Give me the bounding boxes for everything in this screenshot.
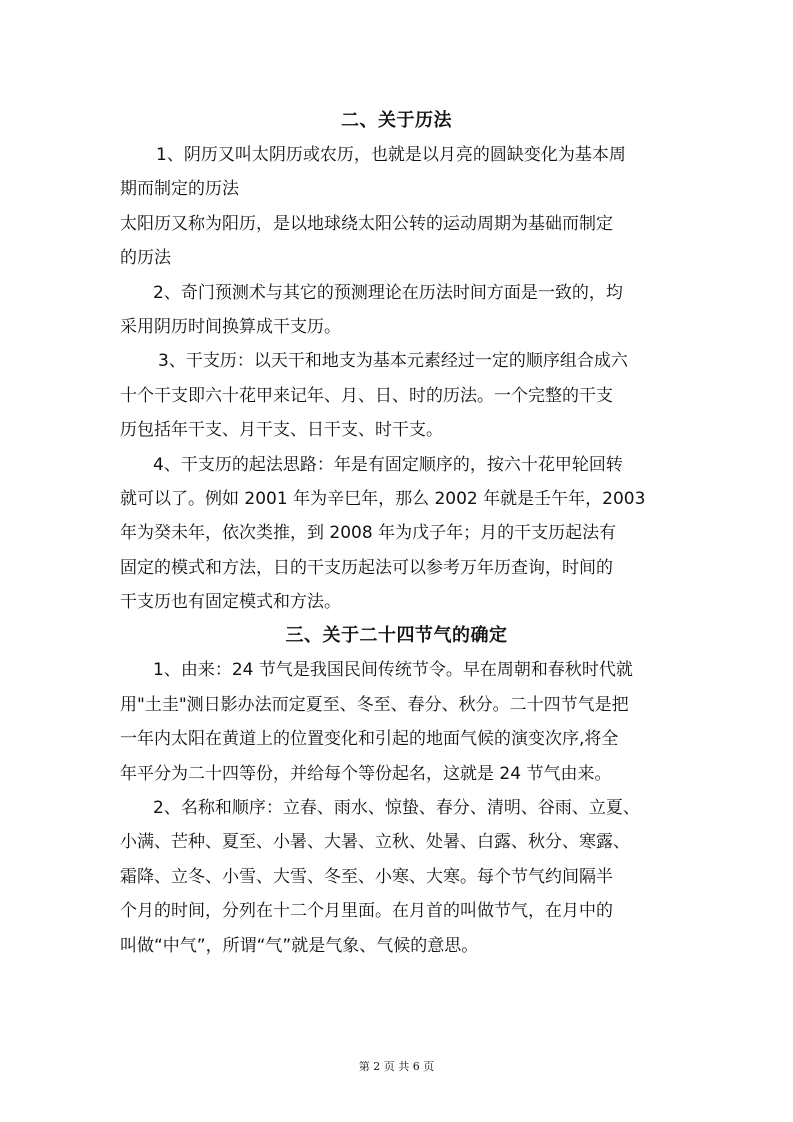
- page-content: [120, 104, 673, 963]
- paragraph-line: 3、干支历：以天干和地支为基本元素经过一定的顺序组合成六: [158, 351, 628, 372]
- section-heading-solar-terms: 三、关于二十四节气的确定: [285, 625, 508, 647]
- paragraph-line: 小满、芒种、夏至、小暑、大暑、立秋、处暑、白露、秋分、寒露、: [120, 832, 630, 853]
- paragraph-line: 太阳历又称为阳历，是以地球绕太阳公转的运动周期为基础而制定: [120, 213, 613, 234]
- paragraph-line: 霜降、立冬、小雪、大雪、冬至、小寒、大寒。每个节气约间隔半: [120, 866, 613, 887]
- paragraph-line: 历包括年干支、月干支、日干支、时干支。: [120, 420, 443, 441]
- paragraph-line: 4、干支历的起法思路：年是有固定顺序的，按六十花甲轮回转: [153, 454, 623, 475]
- paragraph-line: 1、由来：24 节气是我国民间传统节令。早在周朝和春秋时代就: [153, 660, 633, 681]
- paragraph-line: 的历法: [120, 248, 171, 269]
- page-number-footer: 第 2 页 共 6 页: [358, 1060, 435, 1073]
- paragraph-line: 干支历也有固定模式和方法。: [120, 592, 341, 613]
- section-heading-calendar: 二、关于历法: [341, 110, 452, 131]
- paragraph-line: 叫做“中气”，所谓“气”就是气象、气候的意思。: [120, 935, 479, 956]
- paragraph-line: 采用阴历时间换算成干支历。: [120, 316, 341, 337]
- paragraph-line: 期而制定的历法: [120, 179, 239, 200]
- paragraph-line: 2、名称和顺序：立春、雨水、惊蛰、春分、清明、谷雨、立夏、: [153, 798, 640, 819]
- paragraph-line: 用"土圭"测日影办法而定夏至、冬至、春分、秋分。二十四节气是把: [120, 694, 629, 715]
- paragraph-line: 年为癸未年，依次类推，到 2008 年为戊子年；月的干支历起法有: [120, 523, 617, 544]
- paragraph-line: 年平分为二十四等份，并给每个等份起名，这就是 24 节气由来。: [120, 763, 612, 784]
- paragraph-line: 一年内太阳在黄道上的位置变化和引起的地面气候的演变次序,将全: [120, 729, 619, 750]
- paragraph-line: 1、阴历又叫太阴历或农历，也就是以月亮的圆缺变化为基本周: [156, 145, 626, 165]
- paragraph-line: 就可以了。例如 2001 年为辛巳年，那么 2002 年就是壬午年，2003: [120, 488, 646, 509]
- paragraph-line: 2、奇门预测术与其它的预测理论在历法时间方面是一致的，均: [153, 282, 623, 303]
- paragraph-line: 十个干支即六十花甲来记年、月、日、时的历法。一个完整的干支: [120, 385, 613, 406]
- paragraph-line: 个月的时间，分列在十二个月里面。在月首的叫做节气，在月中的: [120, 901, 613, 922]
- paragraph-line: 固定的模式和方法，日的干支历起法可以参考万年历查询，时间的: [120, 557, 613, 578]
